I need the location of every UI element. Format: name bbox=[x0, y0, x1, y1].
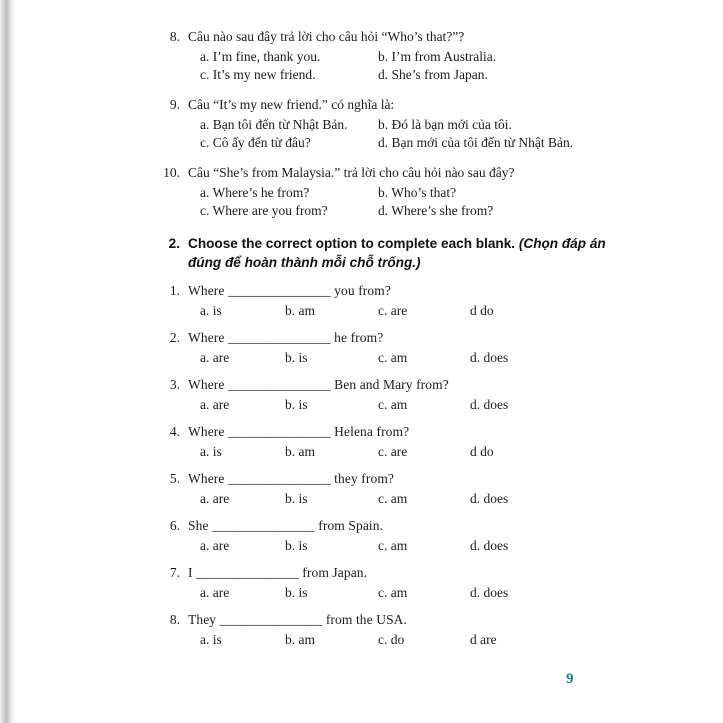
option-a: a. is bbox=[200, 444, 222, 459]
blank-item-6 bbox=[150, 517, 630, 554]
question-8 bbox=[150, 28, 630, 84]
item-number: 2. bbox=[169, 330, 180, 345]
item-sentence: Where _______________ they from? bbox=[188, 471, 395, 486]
answer-options bbox=[200, 396, 630, 413]
option-b: b. am bbox=[285, 444, 315, 459]
option-a: a. I’m fine, thank you. bbox=[200, 49, 321, 64]
item-sentence: Where _______________ Helena from? bbox=[188, 424, 410, 439]
blank-item-3 bbox=[150, 376, 630, 413]
item-sentence: Where _______________ Ben and Mary from? bbox=[188, 377, 449, 392]
question-text: Câu nào sau đây trả lời cho câu hỏi “Who’s that?”? bbox=[188, 29, 465, 44]
option-a: a. is bbox=[200, 303, 222, 318]
option-c: c. am bbox=[378, 538, 408, 553]
question-number: 9. bbox=[169, 97, 180, 112]
item-number: 4. bbox=[169, 424, 180, 439]
option-a: a. are bbox=[200, 491, 230, 506]
option-c: c. am bbox=[378, 397, 408, 412]
option-d: d. does bbox=[470, 397, 509, 412]
option-b: b. I’m from Australia. bbox=[378, 49, 497, 64]
question-text: Câu “She’s from Malaysia.” trả lời cho câu hỏi nào sau đây? bbox=[188, 165, 515, 180]
item-sentence: Where _______________ he from? bbox=[188, 330, 384, 345]
page-number: 9 bbox=[566, 671, 574, 687]
blank-item-7 bbox=[150, 564, 630, 601]
item-number: 6. bbox=[169, 518, 180, 533]
option-d: d do bbox=[470, 303, 494, 318]
option-b: b. Đó là bạn mới của tôi. bbox=[378, 117, 512, 132]
question-number: 10. bbox=[163, 165, 180, 180]
option-c: c. It’s my new friend. bbox=[200, 67, 316, 82]
item-number: 5. bbox=[169, 471, 180, 486]
option-c: c. am bbox=[378, 491, 408, 506]
option-b: b. am bbox=[285, 632, 315, 647]
item-sentence: They _______________ from the USA. bbox=[188, 612, 408, 627]
option-c: c. do bbox=[378, 632, 405, 647]
item-number: 8. bbox=[169, 612, 180, 627]
item-sentence: Where _______________ you from? bbox=[188, 283, 391, 298]
option-d: d do bbox=[470, 444, 494, 459]
option-b: b. Who’s that? bbox=[378, 185, 457, 200]
option-a: a. are bbox=[200, 350, 230, 365]
blank-item-8 bbox=[150, 611, 630, 648]
option-a: a. Where’s he from? bbox=[200, 185, 310, 200]
answer-options bbox=[200, 443, 630, 460]
option-a: a. are bbox=[200, 397, 230, 412]
item-number: 3. bbox=[169, 377, 180, 392]
option-b: b. is bbox=[285, 538, 308, 553]
option-b: b. is bbox=[285, 491, 308, 506]
option-a: a. is bbox=[200, 632, 222, 647]
answer-options bbox=[200, 584, 630, 601]
option-d: d. does bbox=[470, 585, 509, 600]
option-c: c. am bbox=[378, 350, 408, 365]
page-edge-shadow bbox=[0, 0, 16, 723]
option-c: c. are bbox=[378, 303, 408, 318]
blank-item-1 bbox=[150, 282, 630, 319]
answer-options bbox=[200, 631, 630, 648]
item-sentence: I _______________ from Japan. bbox=[188, 565, 368, 580]
answer-options bbox=[200, 537, 630, 554]
option-d: d. does bbox=[470, 350, 509, 365]
answer-options bbox=[200, 116, 630, 152]
question-10 bbox=[150, 164, 630, 220]
option-a: a. are bbox=[200, 538, 230, 553]
option-d: d. does bbox=[470, 538, 509, 553]
option-d: d. She’s from Japan. bbox=[378, 67, 488, 82]
section-2-header bbox=[150, 234, 630, 272]
section-title-english: Choose the correct option to complete each blank. bbox=[188, 236, 516, 251]
blank-item-2 bbox=[150, 329, 630, 366]
item-sentence: She _______________ from Spain. bbox=[188, 518, 384, 533]
option-b: b. is bbox=[285, 585, 308, 600]
answer-options bbox=[200, 302, 630, 319]
option-c: c. am bbox=[378, 585, 408, 600]
option-a: a. Bạn tôi đến từ Nhật Bản. bbox=[200, 117, 348, 132]
option-c: c. Where are you from? bbox=[200, 203, 328, 218]
question-number: 8. bbox=[169, 29, 180, 44]
option-c: c. Cô ấy đến từ đâu? bbox=[200, 135, 311, 150]
option-b: b. am bbox=[285, 303, 315, 318]
answer-options bbox=[200, 349, 630, 366]
answer-options bbox=[200, 490, 630, 507]
question-text: Câu “It’s my new friend.” có nghĩa là: bbox=[188, 97, 395, 112]
question-9 bbox=[150, 96, 630, 152]
item-number: 1. bbox=[169, 283, 180, 298]
option-d: d are bbox=[470, 632, 497, 647]
option-b: b. is bbox=[285, 397, 308, 412]
item-number: 7. bbox=[169, 565, 180, 580]
option-d: d. Bạn mới của tôi đến từ Nhật Bản. bbox=[378, 135, 574, 150]
option-d: d. does bbox=[470, 491, 509, 506]
section-title-vietnamese: (Chọn đáp án đúng để hoàn thành mỗi chỗ trống.) bbox=[188, 236, 606, 270]
page-content bbox=[150, 28, 630, 658]
answer-options bbox=[200, 184, 630, 220]
option-a: a. are bbox=[200, 585, 230, 600]
option-c: c. are bbox=[378, 444, 408, 459]
answer-options bbox=[200, 48, 630, 84]
option-b: b. is bbox=[285, 350, 308, 365]
blank-item-4 bbox=[150, 423, 630, 460]
section-number: 2. bbox=[168, 236, 180, 251]
option-d: d. Where’s she from? bbox=[378, 203, 494, 218]
section-title bbox=[188, 234, 626, 272]
blank-item-5 bbox=[150, 470, 630, 507]
